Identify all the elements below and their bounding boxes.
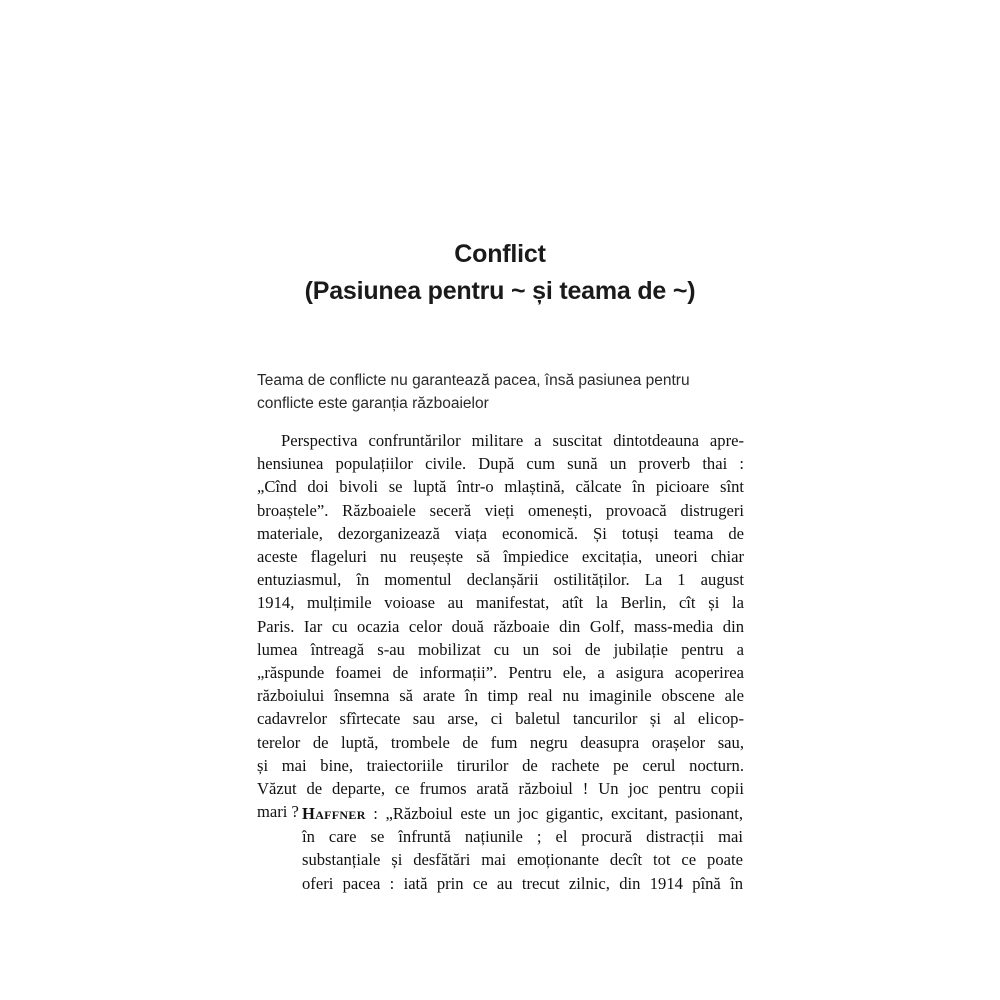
epigraph-line: Teama de conflicte nu garantează pacea, însă pasiunea pentru bbox=[257, 372, 690, 389]
body-line: Perspectiva confruntărilor militare a suscitat dintotdeauna apre- bbox=[281, 431, 744, 450]
epigraph bbox=[257, 369, 747, 415]
body-line: „Cînd doi bivoli se luptă într-o mlaștină, călcate în picioare sînt bbox=[257, 477, 744, 497]
quote-line bbox=[302, 802, 743, 825]
body-paragraph bbox=[257, 429, 744, 823]
chapter-subtitle: (Pasiunea pentru ~ și teama de ~) bbox=[304, 277, 696, 305]
body-line: broaștele”. Războaiele seceră vieți omenești, provoacă distrugeri bbox=[257, 500, 744, 520]
epigraph-line: conflicte este garanția războaielor bbox=[257, 395, 489, 412]
body-line: „răspunde foamei de informații”. Pentru ele, a asigura acoperirea bbox=[257, 663, 744, 683]
body-line: hensiunea populațiilor civile. După cum sună un proverb thai : bbox=[257, 454, 744, 474]
body-line: Paris. Iar cu ocazia celor două războaie din Golf, mass-media din bbox=[257, 616, 744, 636]
quote-line: oferi pacea : iată prin ce au trecut zilnic, din 1914 pînă în bbox=[302, 873, 743, 893]
body-line: războiului însemna să arate în timp real nu imaginile obscene ale bbox=[257, 686, 744, 706]
body-line: și mai bine, traiectoriile tirurilor de rachete pe cerul nocturn. bbox=[257, 755, 744, 775]
body-line: mari ? bbox=[257, 802, 299, 822]
chapter-title-main: Conflict bbox=[454, 240, 546, 268]
body-line: aceste flageluri nu reușește să împiedice excitația, uneori chiar bbox=[257, 547, 744, 567]
body-line: lumea întreagă s-au mobilizat cu un soi de jubilație pentru a bbox=[257, 639, 744, 659]
quote-line: substanțiale și desfătări mai emoționante decît tot ce poate bbox=[302, 850, 743, 870]
body-line: materiale, dezorganizează viața economică. Și totuși teama de bbox=[257, 523, 744, 543]
body-line: Văzut de departe, ce frumos arată războiul ! Un joc pentru copii bbox=[257, 779, 744, 799]
body-line: entuziasmul, în momentul declanșării ostilităților. La 1 august bbox=[257, 570, 744, 590]
body-line: cadavrelor sfîrtecate sau arse, ci baletul tancurilor și al elicop- bbox=[257, 709, 744, 729]
quote-block bbox=[302, 802, 743, 895]
body-line: terelor de luptă, trombele de fum negru deasupra orașelor sau, bbox=[257, 732, 744, 752]
quote-text: : „Războiul este un joc gigantic, excitant, pasionant, bbox=[365, 804, 743, 823]
body-line: 1914, mulțimile voioase au manifestat, atît la Berlin, cît și la bbox=[257, 593, 744, 613]
chapter-title bbox=[0, 236, 1000, 310]
quote-speaker: Haffner bbox=[302, 804, 366, 823]
quote-line: în care se înfruntă națiunile ; el procură distracții mai bbox=[302, 827, 743, 847]
